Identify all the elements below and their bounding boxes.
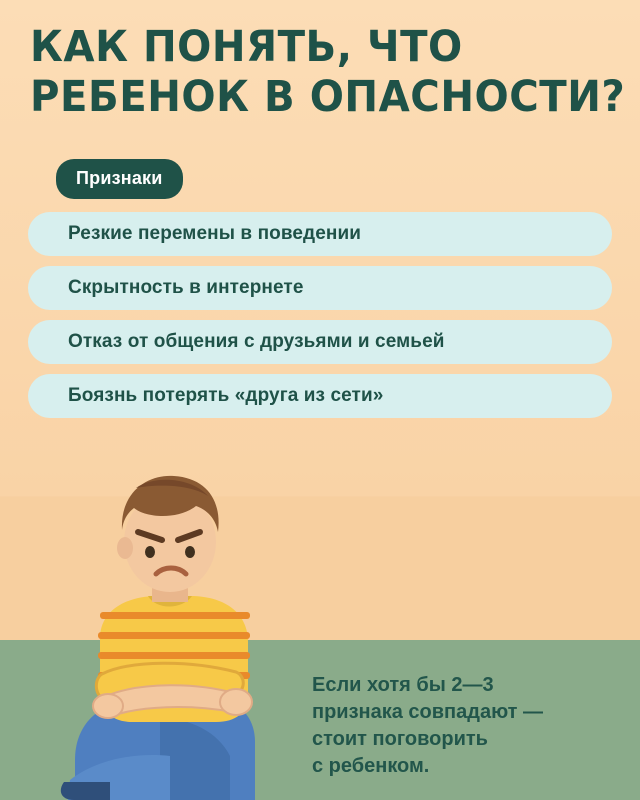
page-title-line-2: РЕБЕНОК В ОПАСНОСТИ? <box>30 72 626 123</box>
status-badge: Признаки <box>56 159 183 199</box>
note-text <box>312 672 612 780</box>
note-line-2: признака совпадают — <box>312 701 544 723</box>
upset-boy-illustration <box>40 460 300 800</box>
note-line-3: стоит поговорить <box>312 728 488 750</box>
page-title-line-1: КАК ПОНЯТЬ, ЧТО <box>30 22 463 72</box>
list-item: Боязнь потерять «друга из сети» <box>28 374 612 418</box>
page-title <box>30 22 640 123</box>
signs-list <box>28 212 612 428</box>
list-item: Отказ от общения с друзьями и семьей <box>28 320 612 364</box>
note-line-1: Если хотя бы 2—3 <box>312 674 494 696</box>
list-item: Скрытность в интернете <box>28 266 612 310</box>
list-item: Резкие перемены в поведении <box>28 212 612 256</box>
note-line-4: с ребенком. <box>312 755 430 777</box>
